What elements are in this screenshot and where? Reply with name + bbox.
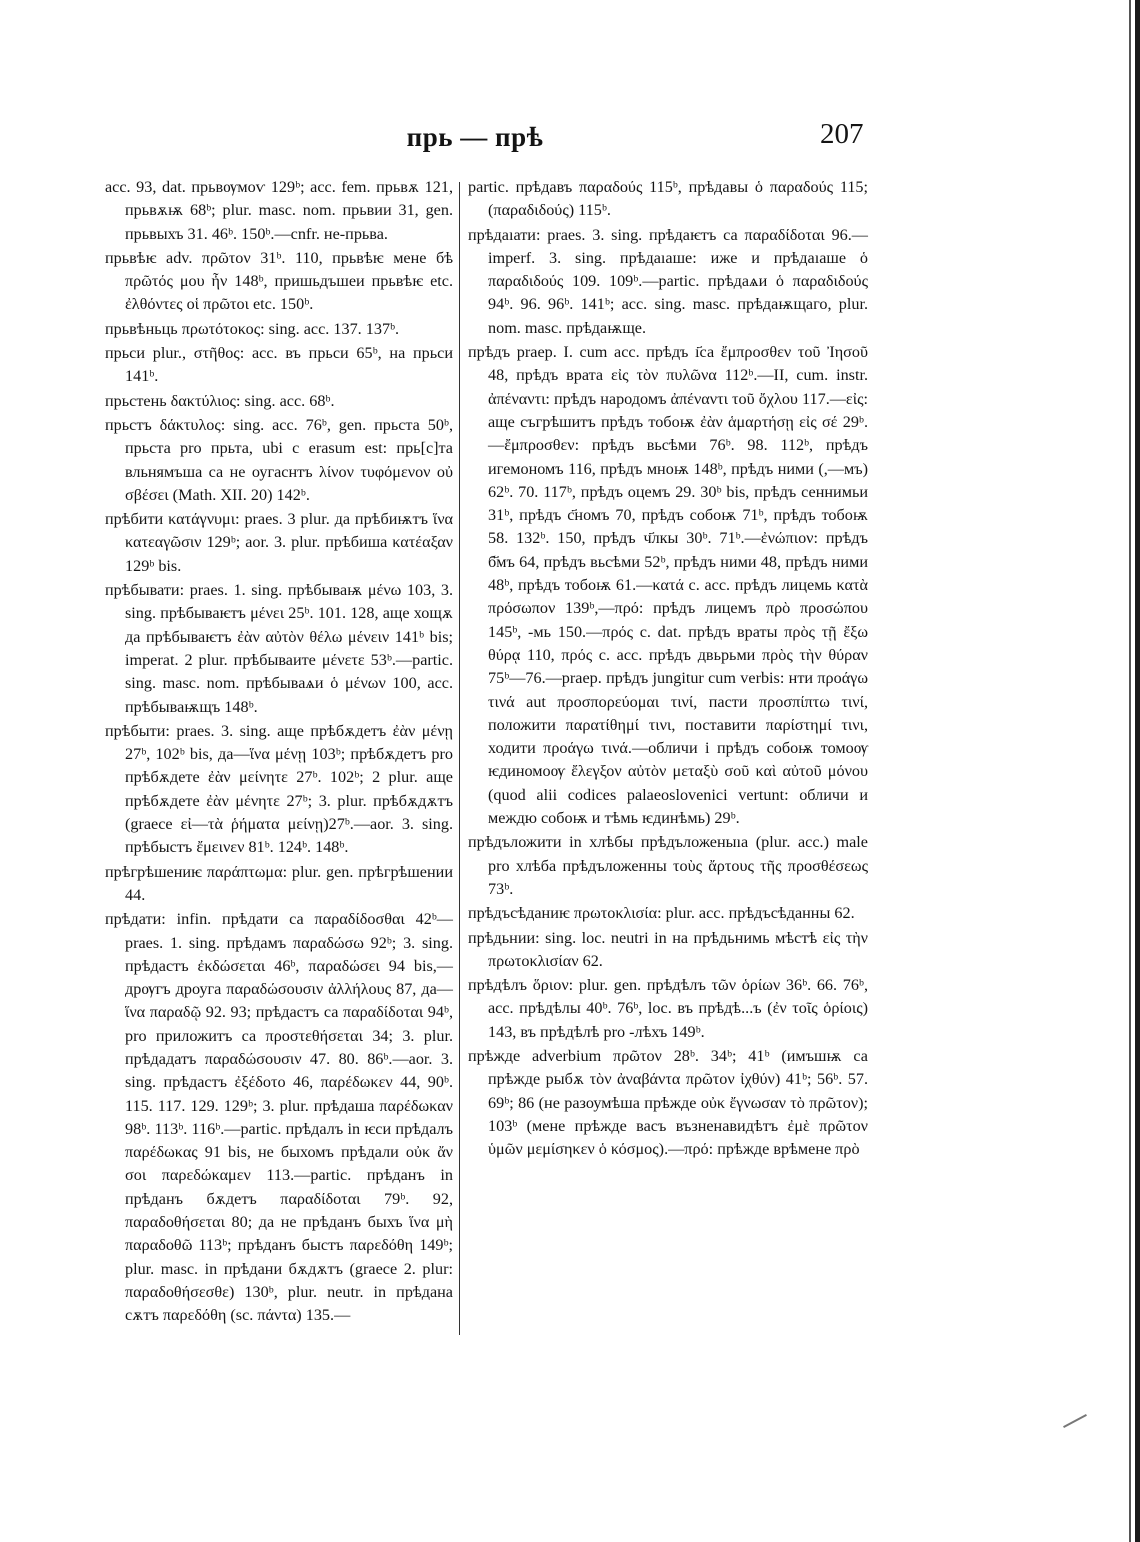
- dictionary-entry: прѣбити κατάγνυμι: praes. 3 plur. да прѣбиѭтъ ἵνα κατεαγῶσιν 129ᵇ; aor. 3. plur. прѣбиша κατέαξαν 129ᵇ bis.: [105, 510, 453, 575]
- dictionary-entry: прѣбывати: praes. 1. sing. прѣбываѭ μένω 103, 3. sing. прѣбываѥтъ μένει 25ᵇ. 101. 128, аще хощѫ да прѣбываѥтъ ἐὰν αὐτὸν θέλω μένειν 141ᵇ bis; imperat. 2 plur. прѣбываите μένετε 53ᵇ.—partic. sing. masc. nom. прѣбываѧи ὁ μένων 100, acc. прѣбываѭщъ 148ᵇ.: [105, 581, 453, 716]
- dictionary-entry: прѣбыти: praes. 3. sing. аще прѣбѫдетъ ἐὰν μένῃ 27ᵇ, 102ᵇ bis, да—ἵνα μένῃ 103ᵇ; прѣбѫдетъ pro прѣбѫдете ἐὰν μείνητε 27ᵇ. 102ᵇ; 2 plur. аще прѣбѫдете ἐὰν μένητε 27ᵇ; 3. plur. прѣбѫдѫтъ (graece εἰ—τὰ ῥήματα μείνῃ)27ᵇ.—aor. 3. sing. прѣбыстъ ἔμεινεν 81ᵇ. 124ᵇ. 148ᵇ.: [105, 721, 453, 857]
- dictionary-entry: acc. 93, dat. прьвѹмоѵ 129ᵇ; acc. fem. прьвѫ 121, прьвѫѭ 68ᵇ; plur. masc. nom. прьвии 31, gen. прьвыхъ 31. 46ᵇ. 150ᵇ.—cnfr. не-прьва.: [105, 178, 453, 243]
- dictionary-entry: прѣдѣлъ ὅριον: plur. gen. прѣдѣлъ τῶν ὁρίων 36ᵇ. 66. 76ᵇ, acc. прѣдѣлы 40ᵇ. 76ᵇ, loc. въ прѣдѣ...ъ (ἐν τοῖς ὁρίοις) 143, въ прѣдѣлѣ pro -лѣхъ 149ᵇ.: [468, 976, 868, 1041]
- dictionary-entry: прѣгрѣшениѥ παράπτωμα: plur. gen. прѣгрѣшении 44.: [105, 862, 453, 904]
- right-column: [468, 176, 868, 1162]
- dictionary-entry: прьстъ δάκτυλος: sing. acc. 76ᵇ, gen. прьста 50ᵇ, прьста pro прьта, ubi с erasum est: прь[с]та вльнямъша са не оугаснтъ λίνον τυφόμενον οὐ σβέσει (Math. XII. 20) 142ᵇ.: [105, 415, 453, 504]
- running-head-title: прь — прѣ: [406, 122, 544, 152]
- left-column: [105, 176, 453, 1329]
- book-spine-line: [1129, 0, 1131, 1542]
- dictionary-entry: прьвѣѥ adv. πρῶτον 31ᵇ. 110, прьвѣѥ мене бѣ πρῶτός μου ἦν 148ᵇ, пришьдъшеи прьвѣѥ etc. ἐλθόντες οἱ πρῶτοι etc. 150ᵇ.: [105, 248, 453, 314]
- page-number: 207: [820, 118, 864, 150]
- dictionary-entry: прѣдъсѣданиѥ πρωτοκλισία: plur. acc. прѣдъсѣданны 62.: [468, 904, 855, 923]
- dictionary-entry: прьси plur., στῆθος: acc. въ прьси 65ᵇ, на прьси 141ᵇ.: [105, 344, 453, 386]
- dictionary-entry: прѣдъ praep. I. cum acc. прѣдъ ı҃са ἔμπροσθεν τοῦ Ἰησοῦ 48, прѣдъ врата εἰς τὸν πυλῶνα 112ᵇ.—II, cum. instr. ἀπέναντι: прѣдъ народомъ ἀπέναντι τοῦ ὄχλου 117.—εἰς: аще съгрѣшитъ прѣдъ тобоѭ ἐὰν ἁμαρτήσῃ εἰς σέ 29ᵇ.—ἔμπροσθεν: прѣдъ вьсѣми 76ᵇ. 98. 112ᵇ, прѣдъ игемономъ 116, прѣдъ мноѭ 148ᵇ, прѣдъ ними (,—мъ) 62ᵇ. 70. 117ᵇ, прѣдъ оцемъ 29. 30ᵇ bis, прѣдъ сеннимьи 31ᵇ, прѣдъ с҃номъ 70, прѣдъ собоѭ 71ᵇ, прѣдъ тобоѭ 58. 132ᵇ. 150, прѣдъ ч҃лкы 30ᵇ. 71ᵇ.—ἐνώπιον: прѣдъ б҃мъ 64, прѣдъ вьсѣми 52ᵇ, прѣдъ ними 48, прѣдъ ними 48ᵇ, прѣдъ тобоѭ 61.—κατά c. acc. прѣдъ лицемь κατὰ πρόσωπον 139ᵇ,—πρό: прѣдъ лицемъ πρὸ προσώπου 145ᵇ, -мь 150.—πρός c. dat. прѣдъ враты πρὸς τῇ ἔξω θύρᾳ 110, πρός c. acc. прѣдъ двьрьми πρὸς τὴν θύραν 75ᵇ—76.—praep. прѣдъ jungitur cum verbis: нти προάγω τινά aut προσπορεύομαι τινί, пасти προσπίπτω τινί, положити παρατίθημί τινι, поставити παρίστημί τινι, ходити προάγω τινά.—обличи і прѣдъ собоѭ томоѹ ѥдиномоѹ ἔλεγξον αὐτὸν μεταξὺ σοῦ καὶ αὐτοῦ μόνου (quod alii codices palaeoslovenici vertunt: обличи и междю собоѭ и тѣмь ѥдинѣмь) 29ᵇ.: [468, 343, 868, 828]
- dictionary-entry: прѣдьнии: sing. loc. neutri in на прѣдьнимь мѣстѣ εἰς τὴν πρωτοκλισίαν 62.: [468, 928, 868, 970]
- dictionary-entry: прѣдъложити in хлѣбы прѣдъложеныıа (plur. acc.) male pro хлѣба прѣдъложенны τοὺς ἄρτους τῆς προσθέσεως 73ᵇ.: [468, 833, 868, 898]
- dictionary-entry: прѣжде adverbium πρῶτον 28ᵇ. 34ᵇ; 41ᵇ (имъшѭ са прѣжде рыбѫ τὸν ἀναβάντα πρῶτον ἰχθύν) 41ᵇ; 56ᵇ. 57. 69ᵇ; 86 (не разоумѣша прѣжде οὐκ ἔγνωσαν τὸ πρῶτον); 103ᵇ (мене прѣжде васъ възненавидѣтъ ἐμὲ πρῶτον ὑμῶν μεμίσηκεν ὁ κόσμος).—πρό: прѣжде врѣмене πρὸ: [468, 1046, 868, 1159]
- book-spine-edge: [1135, 0, 1140, 1542]
- dictionary-entry: partic. прѣдавъ παραδούς 115ᵇ, прѣдавы ὁ παραδούς 115; (παραδιδούς) 115ᵇ.: [468, 178, 868, 220]
- pencil-mark: [1063, 1414, 1087, 1428]
- column-divider: [459, 182, 460, 1335]
- dictionary-entry: прѣдаıати: praes. 3. sing. прѣдаѥтъ са παραδίδοται 96.—imperf. 3. sing. прѣдаıаше: иже и прѣдаıаше ὁ παραδιδούς 109. 109ᵇ.—partic. прѣдаѧи ὁ παραδιδούς 94ᵇ. 96. 96ᵇ. 141ᵇ; acc. sing. masc. прѣдаѭщаго, plur. nom. masc. прѣдаѭще.: [468, 225, 868, 337]
- dictionary-entry: прѣдати: infin. прѣдати са παραδίδοσθαι 42ᵇ—praes. 1. sing. прѣдамъ παραδώσω 92ᵇ; 3. sing. прѣдастъ ἐκδώσεται 46ᵇ, παραδώσει 94 bis,—дрѹгъ дроуга παραδώσουσιν ἀλλήλους 87, да—ἵνα παραδῷ 92. 93; прѣдастъ са παραδίδοται 94ᵇ, pro приложитъ са προστεθήσεται 34; 3. plur. прѣдадатъ παραδώσουσιν 47. 80. 86ᵇ.—aor. 3. sing. прѣдастъ ἐξέδοτο 46, παρέδωκεν 44, 90ᵇ. 115. 117. 129. 129ᵇ; 3. plur. прѣдаша παρέδωκαν 98ᵇ. 113ᵇ. 116ᵇ.—partic. прѣдалъ in ѥси прѣдалъ παρέδωκας 91 bis, не быхомъ прѣдали οὐκ ἄν σοι παρεδώκαμεν 113.—partic. прѣданъ in прѣданъ бѫдетъ παραδίδοται 79ᵇ. 92, παραδοθήσεται 80; да не прѣданъ быхъ ἵνα μὴ παραδοθῶ 113ᵇ; прѣданъ быстъ παρεδόθη 149ᵇ; plur. masc. in прѣдани бѫдѫтъ (graece 2. plur: παραδοθήσεσθε) 130ᵇ, plur. neutr. in прѣдана сѫтъ παρεδόθη (sc. πάντα) 135.—: [105, 910, 453, 1325]
- dictionary-entry: прьстень δακτύλιος: sing. acc. 68ᵇ.: [105, 391, 335, 410]
- dictionary-entry: прьвѣньць πρωτότοκος: sing. acc. 137. 137ᵇ.: [105, 319, 400, 338]
- running-head: [0, 118, 1140, 158]
